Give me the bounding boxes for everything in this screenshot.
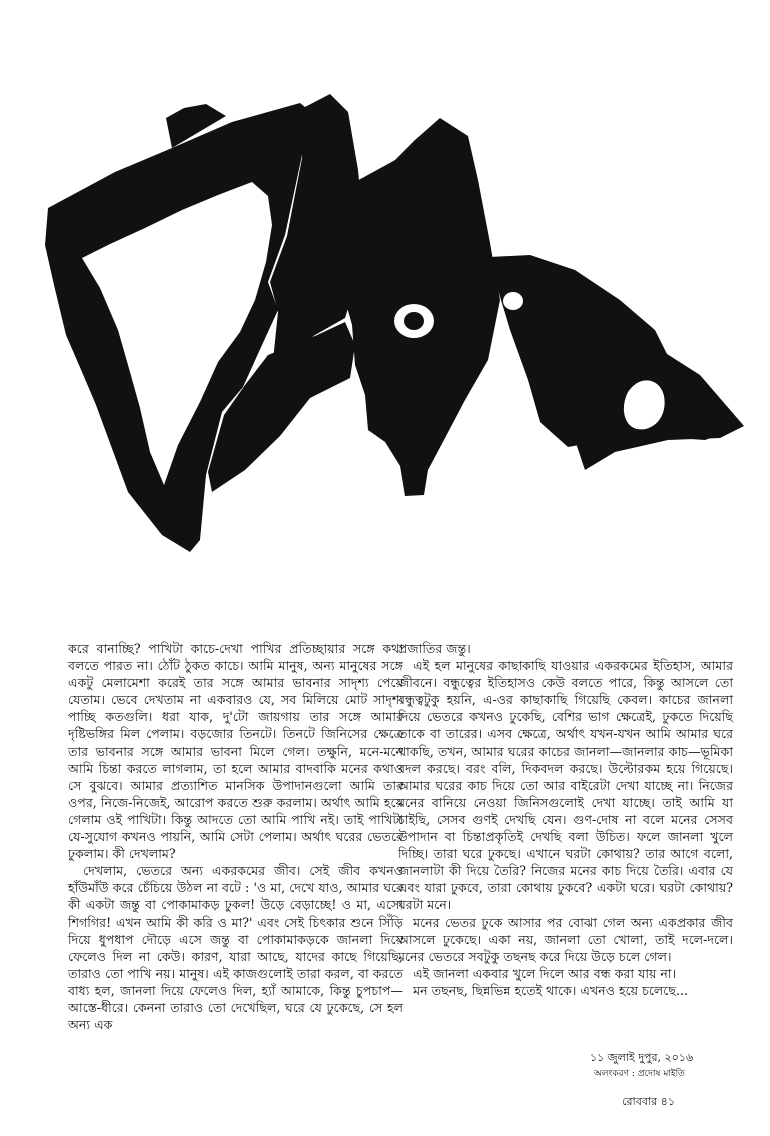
art-ring-center (404, 312, 424, 330)
left-paragraph-2: দেখলাম, ভেতরে অন্য একরকমের জীব। সেই জীব কখনও হাঁউমাঁউ করে চেঁচিয়ে উঠল না বটে : 'ও মা, দেখে যাও, আমার ঘরে কী একটা জন্তু বা পোকামাকড় ঢুকল! উড়ে বেড়াচ্ছে! ও মা, এসো শিগগির! এখন আমি কী করি ও মা?' এবং সেই চিৎকার শুনে সিঁড়ি দিয়ে ধুপধাপ দৌড়ে এসে জন্তু বা পোকামাকড়কে জানলা দিয়ে ফেলেও দিল না কেউ। কারণ, যারা আছে, যাদের কাছে গিয়েছি, তারাও তো পাখি নয়। মানুষ। এই কাজগুলোই তারা করল, বা করতে বাধ্য হল, জানলা দিয়ে ফেলেও দিল, হ্যাঁ আমাকে, কিন্তু চুপচাপ—আস্তে-ধীরে। কেননা তারাও তো দেখেছিল, ঘরে যে ঢুকেছে, সে হল অন্য এক (68, 863, 403, 1033)
art-eye-hole (189, 249, 219, 275)
illustration-credit: অলংকরণ : প্রদোষ মাইতি (594, 1069, 685, 1079)
article-left-column (68, 640, 403, 1033)
date-line: ১১ জুলাই দুপুর, ২০১৬ (590, 1051, 694, 1064)
page-footer: রোববার ৪১ (622, 1095, 675, 1108)
right-paragraph-2: এই হল মানুষের কাছাকাছি যাওয়ার একরকমের ইতিহাস, আমার জীবনে। বন্ধুত্বের ইতিহাসও কেউ বলতে পারে, কিন্তু আসলে তো বন্ধুত্বটুকু হয়নি, এ-ওর কাছাকাছি গিয়েছি কেবল। কাচের জানলা দিয়ে ভেতরে কখনও ঢুকেছি, বেশির ভাগ ক্ষেত্রেই, ঢুকতে দিয়েছি তাকে বা তারের। এসব ক্ষেত্রে, অর্থাৎ যখন-যখন আমি আমার ঘরে থাকছি, তখন, আমার ঘরের কাচের জানলা—জানলার কাচ—ভূমিকা বদল করছে। বরং বলি, দিকবদল করছে। উল্টোরকম হয়ে গিয়েছে। আমার ঘরের কাচ দিয়ে তো আর বাইরেটা দেখা যাচ্ছে না। নিজের মনের বানিয়ে নেওয়া জিনিসগুলোই দেখা যাচ্ছে। তাই আমি যা চাইছি, সেসব গুণই দেখছি যেন। গুণ-দোষ না বলে মনের সেসব উপাদান বা চিন্তাপ্রকৃতিই দেখছি বলা উচিত। ফলে জানলা খুলে দিচ্ছি। তারা ঘরে ঢুকছে। এখানে ঘরটা কোথায়? তার আগে বলো, জানলাটা কী দিয়ে তৈরি? নিজের মনের কাচ দিয়ে তৈরি। এবার যে এবং যারা ঢুকবে, তারা কোথায় ঢুকবে? একটা ঘরে। ঘরটা কোথায়? ঘরটা মনে। (398, 658, 733, 913)
art-dot-hole (503, 292, 523, 310)
right-paragraph-3: মনের ভেতর ঢুকে আসার পর বোঝা গেল অন্য একপ্রকার জীব আসলে ঢুকেছে। একা নয়, জানলা তো খোলা, তাই দলে-দলে। মনের ভেতরে সবটুকু তছনছ করে দিয়ে উড়ে চলে গেল। (398, 914, 733, 964)
left-paragraph-1: করে বানাচ্ছি? পাখিটা কাচে-দেখা পাখির প্রতিচ্ছায়ার সঙ্গে কথা বলতে পারত না। ঠোঁট ঠুকত কাচে। আমি মানুষ, অন্য মানুষের সঙ্গে একটু মেলামেশা করেই তার সঙ্গে আমার ভাবনার সাদৃশ্য পেয়ে যেতাম। ভেবে দেখতাম না একবারও যে, সব মিলিয়ে মোট সাদৃশ্য পাচ্ছি কতগুলি। ধরা যাক, দু'টো জায়গায় তার সঙ্গে আমার দৃষ্টিভঙ্গির মিল পেলাম। বড়জোর তিনটে। তিনটে জিনিসের ক্ষেত্রে তার ভাবনার সঙ্গে আমার ভাবনা মিলে গেল। তক্ষুনি, মনে-মনে আমি চিন্তা করতে লাগলাম, তা হলে আমার বাদবাকি মনের কথাও সে বুঝবে। আমার প্রত্যাশিত মানসিক উপাদানগুলো আমি তার ওপর, নিজে-নিজেই, আরোপ করতে শুরু করলাম। অর্থাৎ আমি হয়ে গেলাম ওই পাখিটা। কিন্তু আদতে তো আমি পাখি নই। তাই পাখিটা যে-সুযোগ কখনও পায়নি, আমি সেটা পেলাম। অর্থাৎ ঘরের ভেতরে ঢুকলাম। কী দেখলাম? (68, 641, 403, 862)
article-right-column (398, 640, 733, 999)
right-paragraph-5: মন তছনছ, ছিন্নভিন্ন হতেই থাকে। এখনও হয়ে চলেছে... (413, 982, 689, 998)
right-paragraph-4: এই জানলা একবার খুলে দিলে আর বন্ধ করা যায় না। (413, 965, 677, 981)
right-paragraph-1: প্রজাতির জন্তু। (398, 641, 471, 656)
